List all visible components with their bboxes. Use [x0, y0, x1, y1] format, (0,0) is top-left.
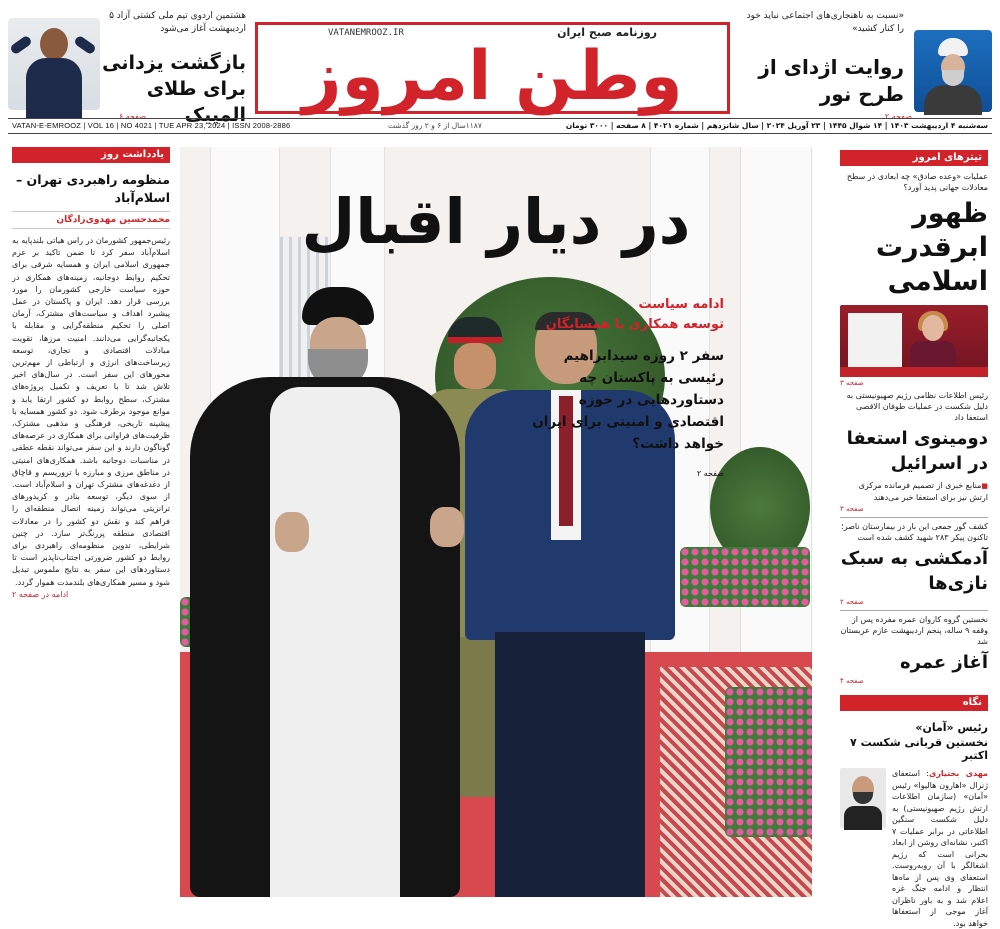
left-teaser-page: صفحه ۶ [118, 112, 146, 121]
cover-story-text: سفر ۲ روزه سیدابراهیم رئیسی به پاکستان چه دستاوردهایی در حوزه اقتصادی و امنیتی برای ایران خواهد داشت؟ [532, 348, 724, 452]
headlines-section-head: تیترهای امروز [840, 150, 988, 166]
site-url[interactable]: VATANEMROOZ.IR [328, 28, 404, 38]
look-body-text: : استعفای ژنرال «اهارون هالیوا» رئیس «آمان» (سازمان اطلاعات ارتش رژیم صهیونیستی) به دلیل شکست سنگین اطلاعاتی در برابر عملیات ۷ اکتبر، نشانه‌ای روشن از ابعاد بحرانی است که رژیم اشغالگر با آن روبه‌روست. استعفای وی پس از ماه‌ها انتظار و ادامه جنگ غزه اعلام شد و به باور ناظران آغاز موجی از استعفاها خواهد بود. [892, 769, 988, 928]
left-teaser-headline: بازگشت یزدانی برای طلای المپیک [102, 52, 246, 126]
cover-kicker-1: ادامه سیاست [638, 297, 724, 312]
look-title-2[interactable]: نخستین قربانی شکست ۷ اکتبر [850, 736, 988, 762]
masthead-right-teaser[interactable] [742, 10, 992, 121]
tv-screenshot [840, 305, 988, 377]
headline-3[interactable]: آدمکشی به سبک نازی‌ها [840, 548, 988, 594]
cover-page-ref[interactable]: صفحه ۲ [696, 469, 724, 478]
editorial-title[interactable]: منظومه راهبردی تهران – اسلام‌آباد [15, 172, 170, 205]
editorial-author: محمدحسین مهدوی‌زادگان [12, 211, 170, 229]
headline-2-page[interactable]: صفحه ۳ [840, 505, 864, 513]
cleric-photo [914, 30, 992, 112]
headline-4-page[interactable]: صفحه ۴ [840, 677, 864, 685]
cover-headline[interactable]: در دیار اقبال [301, 185, 691, 258]
dateline-mid: ۱۱۸۷سال از ۶ و ۲ روز گذشت [388, 121, 482, 130]
tagline: روزنامه صبح ایران [557, 26, 657, 39]
right-teaser-kicker: «نسبت به ناهنجاری‌های اجتماعی نباید خود را کنار کشید» [746, 11, 904, 34]
headline-1-page[interactable]: صفحه ۳ [840, 379, 864, 387]
look-section-head: نگاه [840, 695, 988, 711]
headline-1[interactable]: ظهور ابرقدرت اسلامی [875, 198, 988, 297]
author-avatar [840, 768, 886, 828]
masthead-left-teaser[interactable] [8, 10, 246, 126]
look-article [840, 768, 988, 928]
editorial-continue[interactable]: ادامه در صفحه ۲ [12, 589, 69, 599]
logo-box [255, 22, 730, 114]
headline-2-bullet: ■ منابع خبری از تصمیم فرمانده مرکزی ارتش نیز برای استعفا خبر می‌دهند [840, 480, 988, 503]
divider [840, 610, 988, 611]
headline-2-kicker: رئیس اطلاعات نظامی رژیم صهیونیستی به دلیل شکست در عملیات طوفان الاقصی استعفا داد [846, 391, 988, 422]
dateline-latin: VATAN-E-EMROOZ | VOL 16 | NO 4021 | TUE APR 23, 2024 | ISSN 2008-2886 [12, 121, 291, 130]
editorial-body-text: رئیس‌جمهور کشورمان در راس هیاتی بلندپایه به اسلام‌آباد سفر کرد تا ضمن تاکید بر عزم جمهوری اسلامی ایران و همسایه شرقی برای تحکیم روابط دوجانبه، زمینه‌های همکاری در حوزه سیاست خارجی کشورمان را مورد بررسی قرار دهد. ایران و پاکستان در عمل پیشبرد اهداف و سیاست‌های مشترک، آرمان اصلی را تحکیم منطقه‌گرایی و مقابله با یکجانبه‌گرایی می‌دانند. امنیت مرزها، تقویت مبادلات اقتصادی و تجاری، توسعه زیرساخت‌های انرژی و ارتباطی از مهم‌ترین محورهای این سفر است. در سال‌های اخیر تلاش شد تا با تعریف و تکمیل پروژه‌های مشترک، سطح روابط دو کشور ارتقا یابد و موانع موجود برطرف شود. دو کشور همسایه با پیشینه تاریخی، فرهنگی و مذهبی مشترک، ظرفیت‌های فراوانی برای همکاری در عرصه‌های گوناگون دارند و این سفر می‌تواند نقطه عطفی در مناسبات دوجانبه باشد. همکاری‌های امنیتی در مناطق مرزی و مبارزه با تروریسم و قاچاق از دغدغه‌های مشترک تهران و اسلام‌آباد است. از سوی دیگر، توسعه بنادر و کریدورهای ترانزیتی می‌تواند زمینه اتصال منطقه‌ای را فراهم کند و نقش دو کشور را در معادلات اقتصادی منطقه پررنگ‌تر سازد. در چنین شرایطی، تدوین منظومه‌ای راهبردی برای روابط دو کشور ضرورتی اجتناب‌ناپذیر است تا دستاوردهای این سفر به نتایج ملموس تبدیل شود و مسیر همکاری‌های بلندمدت هموار گردد. [12, 236, 170, 587]
cover-photo[interactable] [180, 147, 812, 897]
headline-4[interactable]: آغاز عمره [899, 652, 988, 673]
look-body [892, 768, 988, 929]
right-teaser-headline: روایت اژدای از طرح نور [758, 55, 904, 106]
dateline-persian: سه‌شنبه ۴ اردیبهشت ۱۴۰۳ | ۱۴ شوال ۱۴۴۵ | ۲۳ آوریل ۲۰۲۴ | سال شانزدهم | شماره ۴۰۲۱ | ۸ صفحه | ۳۰۰۰ تومان [565, 121, 988, 130]
headline-3-page[interactable]: صفحه ۲ [840, 598, 864, 606]
headline-4-kicker: نخستین گروه کاروان عمره مفرده پس از وقفه ۹ ساله، پنجم اردیبهشت عازم عربستان شد [840, 615, 988, 646]
wrestler-photo [8, 18, 100, 110]
editorial-body [12, 235, 170, 601]
cover-kicker-2: توسعه همکاری با همسایگان [545, 317, 724, 332]
headline-1-kicker: عملیات «وعده صادق» چه ابعادی در سطح معادلات جهانی پدید آورد؟ [846, 172, 988, 192]
headline-2[interactable]: دومینوی استعفا در اسرائیل [846, 428, 988, 474]
divider [840, 517, 988, 518]
headlines-column [840, 150, 988, 928]
left-teaser-kicker: هشتمین اردوی تیم ملی کشتی آزاد ۵ اردیبهشت آغاز می‌شود [109, 11, 246, 34]
right-teaser-page: صفحه ۲ [884, 112, 912, 121]
newspaper-logo: وطن امروز [302, 37, 683, 116]
headline-3-kicker: کشف گور جمعی این بار در بیمارستان ناصر؛ تاکنون پیکر ۲۸۳ شهید کشف شده است [841, 522, 988, 542]
editorial-section-head: یادداشت روز [12, 147, 170, 163]
look-title-1[interactable]: رئیس «آمان» [915, 721, 988, 734]
look-author: مهدی بختیاری [928, 769, 988, 778]
editorial-column [12, 147, 170, 897]
dateline [8, 118, 992, 134]
raisi-figure [190, 287, 460, 897]
